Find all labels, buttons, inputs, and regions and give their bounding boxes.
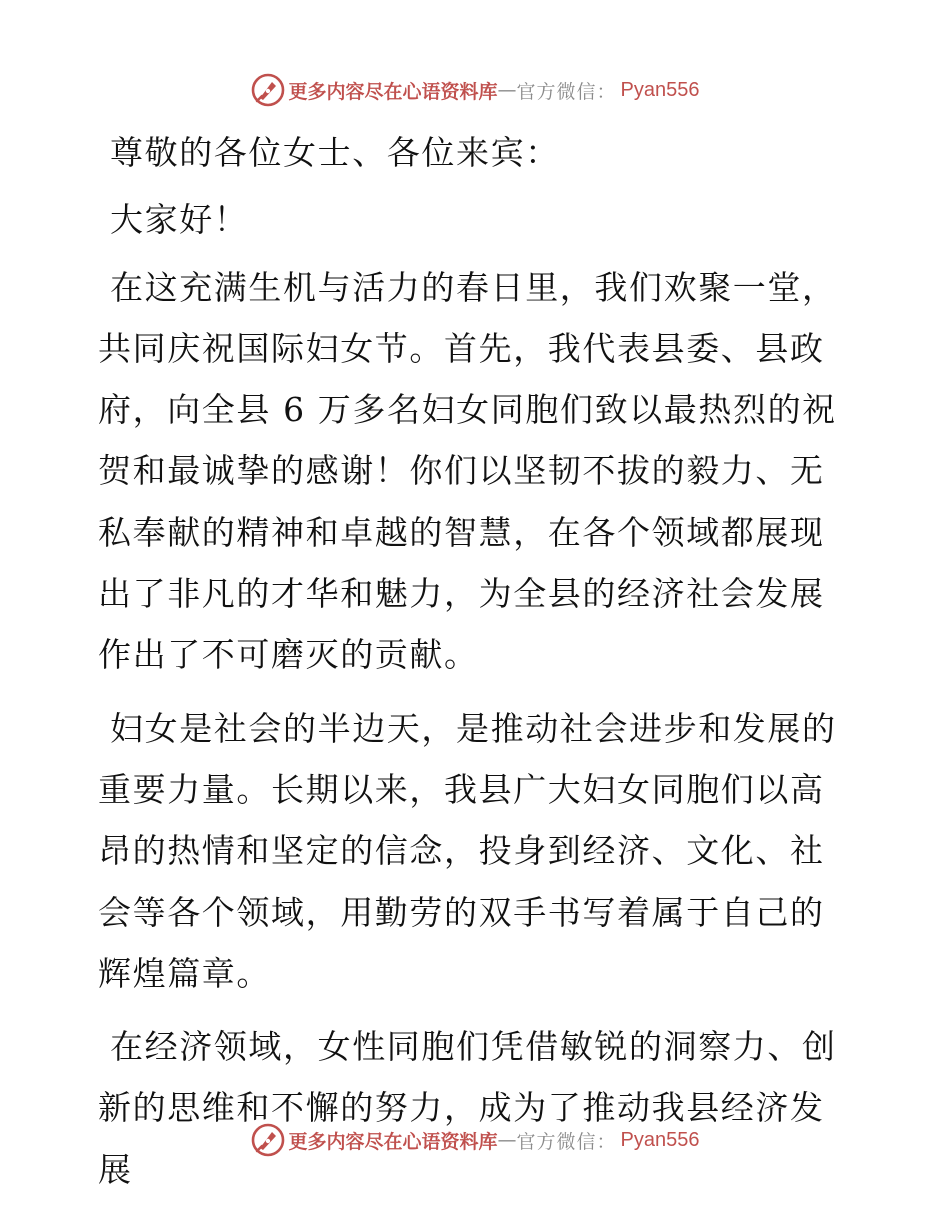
footer-watermark	[0, 1120, 950, 1160]
greeting: 大家好！	[110, 200, 249, 240]
wechat-id: Pyan556	[620, 78, 700, 101]
watermark-separator: —	[497, 1129, 517, 1151]
pen-nib-logo-icon	[251, 1123, 285, 1157]
paragraph-3: 在经济领域，女性同胞们凭借敏锐的洞察力、创新的思维和不懈的努力，成为了推动我县经济发展	[98, 1027, 837, 1189]
pen-nib-logo-icon	[251, 73, 285, 107]
header-watermark	[0, 70, 950, 110]
wechat-label: 官方微信：	[516, 1130, 617, 1153]
salutation: 尊敬的各位女士、各位来宾：	[110, 133, 560, 172]
document-body	[98, 122, 850, 1212]
paragraph-2: 妇女是社会的半边天，是推动社会进步和发展的重要力量。长期以来，我县广大妇女同胞们以高昂的热情和坚定的信念，投身到经济、文化、社会等各个领域，用勤劳的双手书写着属于自己的辉煌篇章。	[98, 708, 837, 993]
paragraph-1: 在这充满生机与活力的春日里，我们欢聚一堂，共同庆祝国际妇女节。首先，我代表县委、县政府，向全县 6 万多名妇女同胞们致以最热烈的祝贺和最诚挚的感谢！你们以坚韧不拔的毅力、无私奉献的精神和卓越的智慧，在各个领域都展现出了非凡的才华和魅力，为全县的经济社会发展作出了不可磨灭的贡献。	[98, 267, 837, 675]
wechat-label: 官方微信：	[516, 80, 617, 103]
watermark-separator: —	[497, 79, 517, 101]
watermark-title: 更多内容尽在心语资料库	[288, 1130, 498, 1153]
wechat-id: Pyan556	[620, 1128, 700, 1151]
watermark-title: 更多内容尽在心语资料库	[288, 80, 498, 103]
